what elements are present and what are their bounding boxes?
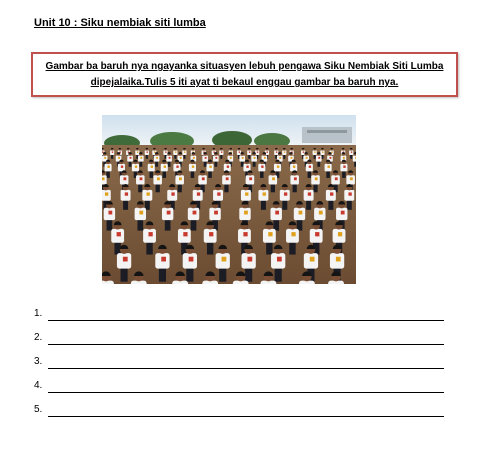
unit-title: Unit 10 : Siku nembiak siti lumba: [34, 17, 206, 29]
answer-number: 1.: [34, 308, 43, 319]
answer-row: [34, 330, 444, 354]
answer-line[interactable]: [48, 344, 444, 345]
answer-line[interactable]: [48, 320, 444, 321]
answer-line[interactable]: [48, 416, 444, 417]
answer-number: 3.: [34, 356, 43, 367]
answer-line[interactable]: [48, 392, 444, 393]
answer-number: 5.: [34, 404, 43, 415]
answer-lines: [34, 306, 444, 426]
answer-row: [34, 306, 444, 330]
answer-line[interactable]: [48, 368, 444, 369]
answer-row: [34, 378, 444, 402]
answer-number: 2.: [34, 332, 43, 343]
sports-day-photo: [102, 115, 356, 284]
answer-row: [34, 402, 444, 426]
answer-number: 4.: [34, 380, 43, 391]
answer-row: [34, 354, 444, 378]
instruction-text: Gambar ba baruh nya ngayanka situasyen lebuh pengawa Siku Nembiak Siti Lumba dipejalaika.Tulis 5 iti ayat ti bekaul enggau gambar ba baruh nya.: [45, 61, 444, 88]
instruction-box: [31, 52, 458, 97]
